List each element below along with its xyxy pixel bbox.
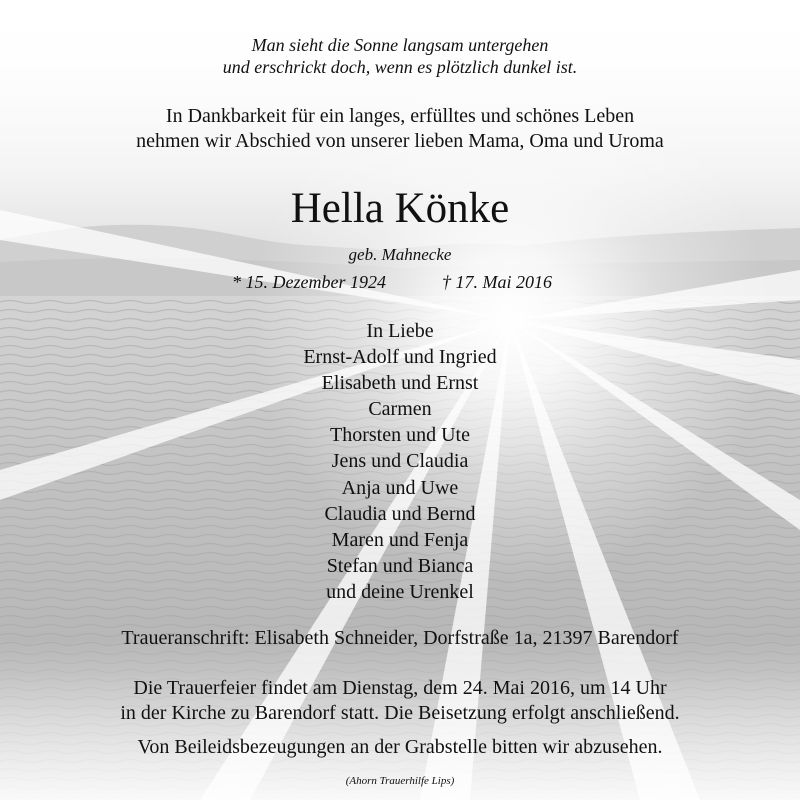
motto-line: Man sieht die Sonne langsam untergehen — [251, 35, 549, 55]
mourner-line: Thorsten und Ute — [330, 424, 470, 447]
mourner-line: Elisabeth und Ernst — [321, 372, 479, 395]
ceremony-line: Die Trauerfeier findet am Dienstag, dem 24. Mai 2016, um 14 Uhr — [133, 677, 667, 699]
life-dates — [0, 272, 800, 296]
mourner-line: Claudia und Bernd — [324, 502, 476, 525]
mourner-line: Carmen — [368, 398, 432, 421]
ceremony-info — [0, 676, 800, 726]
intro-line: nehmen wir Abschied von unserer lieben Mama, Oma und Uroma — [136, 130, 664, 152]
mourners-list — [0, 318, 800, 605]
mourner-line: In Liebe — [366, 320, 434, 342]
maiden-name: geb. Mahnecke — [348, 245, 452, 264]
mourner-line: Stefan und Bianca — [326, 554, 474, 577]
funeral-home-credit: (Ahorn Trauerhilfe Lips) — [345, 775, 455, 787]
intro-text — [0, 104, 800, 154]
motto-verse — [0, 34, 800, 78]
mourner-line: Maren und Fenja — [331, 528, 469, 551]
intro-line: In Dankbarkeit für ein langes, erfülltes und schönes Leben — [165, 105, 635, 127]
birth-date: * 15. Dezember 1924 — [232, 272, 386, 292]
death-date: † 17. Mai 2016 — [442, 272, 552, 292]
mourner-line: Jens und Claudia — [331, 450, 469, 473]
mourner-line: und deine Urenkel — [326, 580, 474, 603]
mourner-line: Anja und Uwe — [341, 476, 459, 499]
ceremony-line: in der Kirche zu Barendorf statt. Die Beisetzung erfolgt anschließend. — [120, 702, 680, 724]
mourner-line: Ernst-Adolf und Ingried — [303, 346, 497, 369]
deceased-name: Hella Könke — [290, 185, 510, 232]
condolence-request: Von Beileidsbezeugungen an der Grabstelle bitten wir abzusehen. — [137, 736, 663, 758]
mourning-address: Traueranschrift: Elisabeth Schneider, Dorfstraße 1a, 21397 Barendorf — [121, 627, 679, 649]
motto-line: und erschrickt doch, wenn es plötzlich dunkel ist. — [222, 57, 578, 77]
